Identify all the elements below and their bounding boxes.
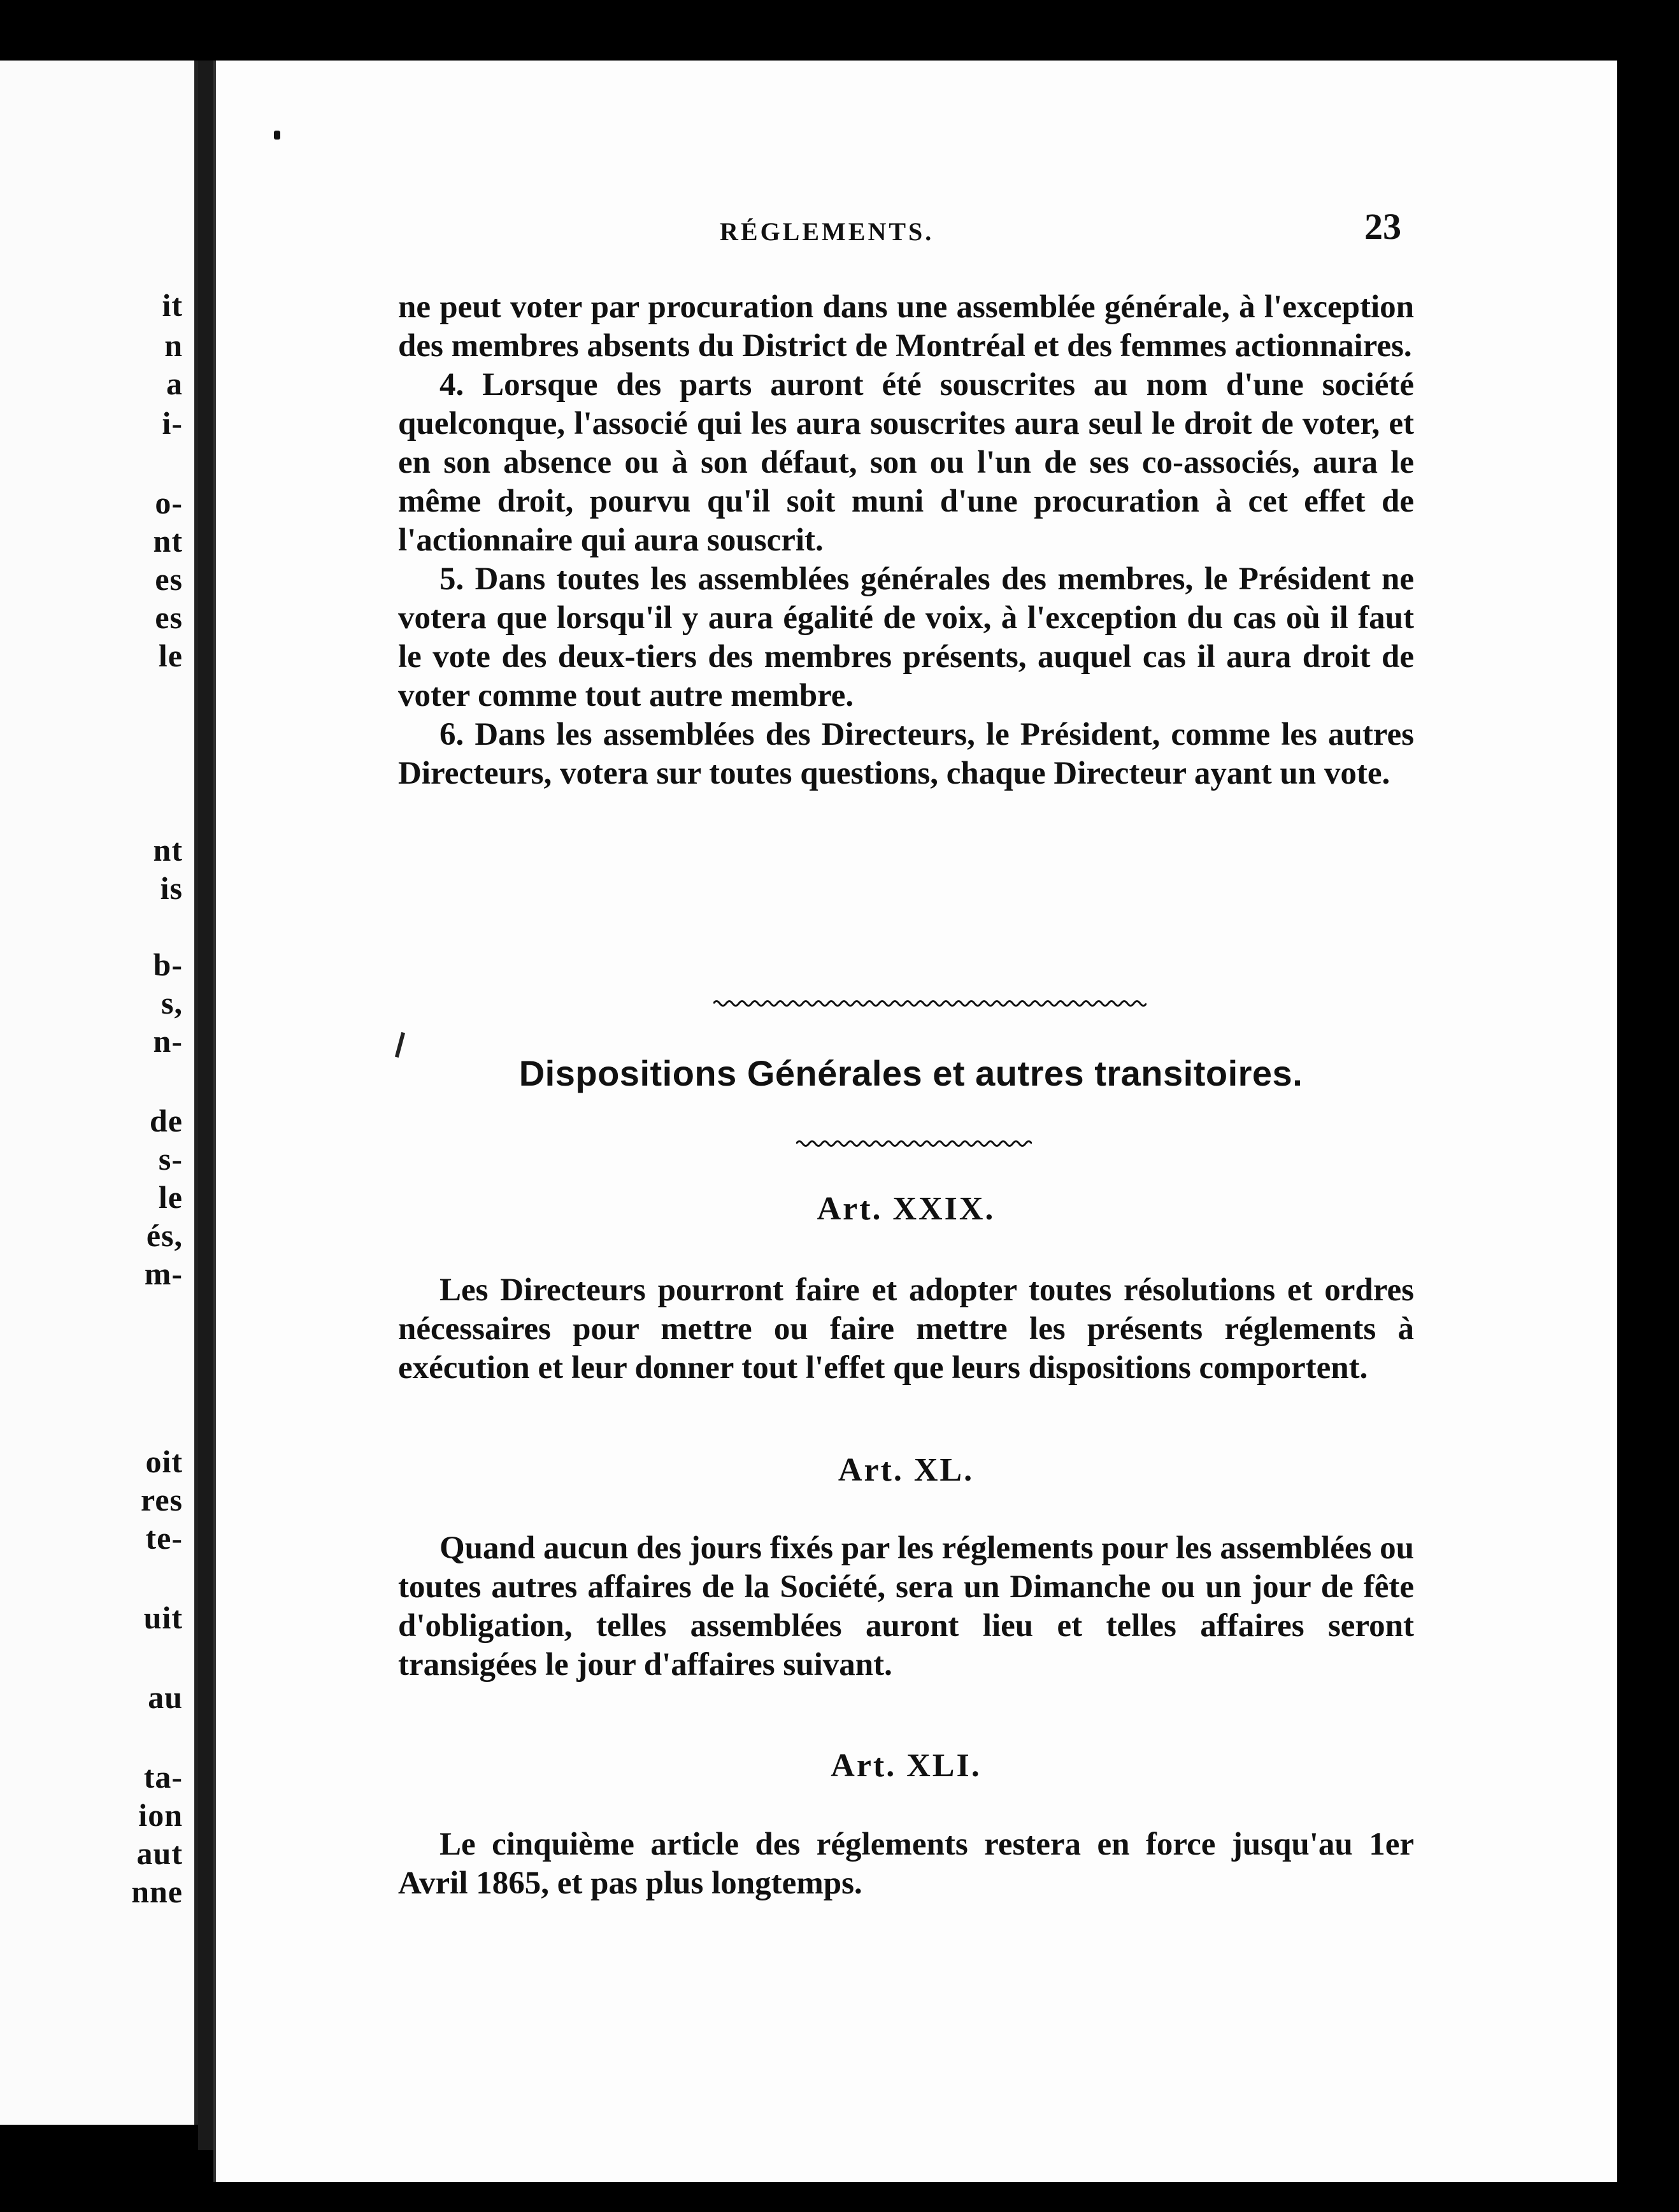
- left-line-fragment: te-: [145, 1520, 183, 1556]
- section-heading: Dispositions Générales et autres transitoires.: [518, 1053, 1303, 1093]
- paragraph: Les Directeurs pourront faire et adopter toutes résolutions et ordres nécessaires pour mettre ou faire mettre les présents réglements à exécution et leur donner tout l'effet que leurs dispositions comportent.: [398, 1272, 1414, 1386]
- left-line-fragment: de: [150, 1103, 183, 1138]
- left-line-fragment: is: [160, 870, 183, 906]
- left-line-fragment: a: [166, 366, 183, 401]
- left-line-fragment: nt: [153, 832, 183, 868]
- article-text: [398, 1529, 1414, 1684]
- wavy-rule: [796, 1139, 1032, 1148]
- body-text: [398, 288, 1414, 793]
- left-line-fragment: le: [158, 638, 183, 673]
- article-text: [398, 1271, 1414, 1388]
- left-line-fragment: n: [164, 327, 183, 363]
- left-line-fragment: b-: [153, 947, 183, 982]
- left-line-fragment: aut: [136, 1835, 183, 1871]
- left-line-fragment: s-: [158, 1141, 183, 1177]
- paragraph: 6. Dans les assemblées des Directeurs, le Président, comme les autres Directeurs, votera sur toutes questions, chaque Directeur ayant un vote.: [398, 717, 1414, 791]
- left-line-fragment: s,: [161, 985, 183, 1021]
- left-line-fragment: n-: [153, 1023, 183, 1059]
- left-line-fragment: it: [162, 287, 183, 323]
- paragraph: ne peut voter par procuration dans une assemblée générale, à l'exception des membres absents du District de Montréal et des femmes actionnaires.: [398, 289, 1414, 364]
- left-line-fragment: le: [158, 1179, 183, 1215]
- left-line-fragment: uit: [143, 1600, 183, 1635]
- facing-page-fragment: [0, 61, 198, 2125]
- left-line-fragment: ion: [138, 1797, 183, 1833]
- paragraph: Le cinquième article des réglements restera en force jusqu'au 1er Avril 1865, et pas plus longtemps.: [398, 1827, 1414, 1901]
- left-line-fragment: es: [155, 561, 183, 597]
- page-number: 23: [1364, 206, 1401, 247]
- paragraph: Quand aucun des jours fixés par les réglements pour les assemblées ou toutes autres affaires de la Société, sera un Dimanche ou un jour de fête d'obligation, telles assemblées auront lieu et telles affaires seront transigées le jour d'affaires suivant.: [398, 1530, 1414, 1683]
- left-line-fragment: nne: [131, 1874, 183, 1909]
- left-line-fragment: m-: [144, 1256, 183, 1291]
- left-line-fragment: oit: [145, 1444, 183, 1479]
- article-heading: Art. XLI.: [831, 1748, 982, 1784]
- left-line-fragment: o-: [155, 485, 183, 521]
- book-gutter: [198, 61, 213, 2150]
- left-line-fragment: i-: [162, 405, 183, 441]
- left-line-fragment: és,: [146, 1217, 183, 1253]
- article-text: [398, 1825, 1414, 1903]
- left-line-fragment: ta-: [143, 1759, 183, 1795]
- article-heading: Art. XL.: [838, 1452, 975, 1488]
- wavy-rule: [713, 999, 1147, 1008]
- left-line-fragment: nt: [153, 523, 183, 559]
- left-line-fragment: au: [148, 1679, 183, 1715]
- left-line-fragment: res: [141, 1482, 183, 1518]
- ink-speck: [274, 131, 280, 140]
- running-head: RÉGLEMENTS.: [720, 217, 934, 246]
- left-line-fragment: es: [155, 600, 183, 635]
- paragraph: 4. Lorsque des parts auront été souscrites au nom d'une société quelconque, l'associé qui les aura souscrites aura seul le droit de voter, et en son absence ou à son défaut, son ou l'un de ses co-associés, aura le même droit, pourvu qu'il soit muni d'une procuration à cet effet de l'actionnaire qui aura souscrit.: [398, 367, 1414, 558]
- paragraph: 5. Dans toutes les assemblées générales des membres, le Président ne votera que lorsqu'il y aura égalité de voix, à l'exception du cas où il faut le vote des deux-tiers des membres présents, auquel cas il aura droit de voter comme tout autre membre.: [398, 561, 1414, 714]
- article-heading: Art. XXIX.: [817, 1191, 996, 1227]
